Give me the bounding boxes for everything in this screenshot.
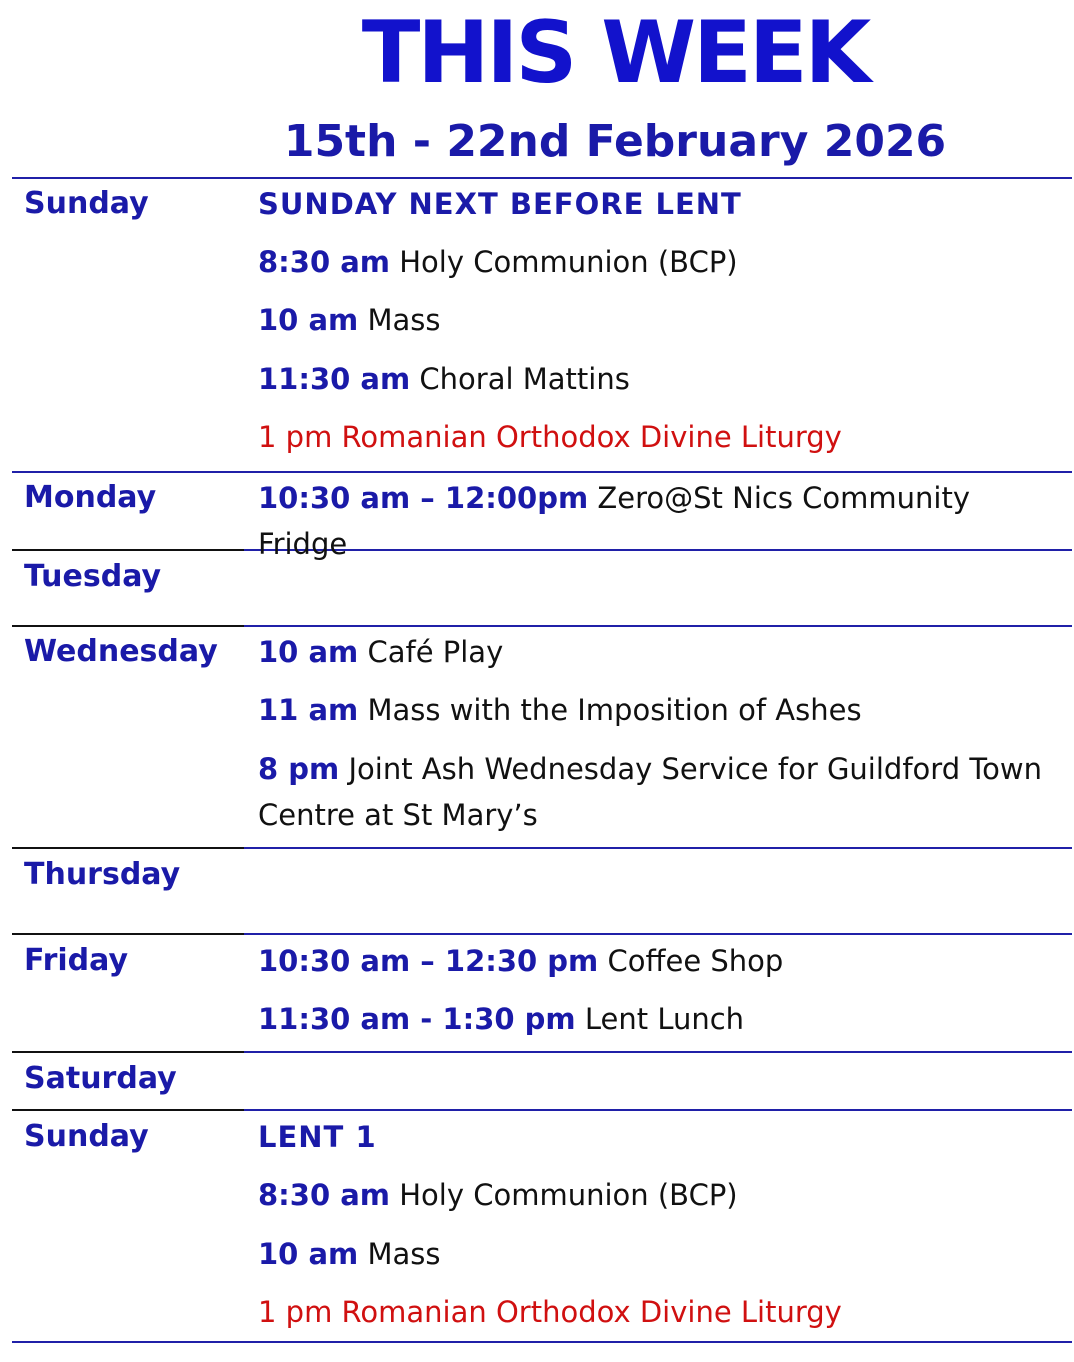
divider — [12, 847, 1072, 849]
day-label-wednesday: Wednesday — [24, 634, 218, 669]
day-label-thursday: Thursday — [24, 857, 181, 892]
page-title: THIS WEEK — [361, 3, 869, 103]
entry-text: Holy Communion (BCP) — [390, 245, 738, 279]
entry-time: 10:30 am – 12:00pm — [258, 481, 589, 515]
entry-text: Choral Mattins — [410, 362, 630, 396]
entry-text: Holy Communion (BCP) — [390, 1178, 738, 1212]
schedule-entry — [258, 239, 1048, 285]
lent-heading: LENT 1 — [258, 1120, 377, 1154]
entry-time: 8 pm — [258, 752, 340, 786]
schedule-entry — [258, 629, 1048, 675]
entry-text: Joint Ash Wednesday Service for Guildford Town Centre at St Mary’s — [258, 752, 1042, 832]
entry-time: 11:30 am — [258, 362, 411, 396]
schedule-entry — [258, 746, 1048, 838]
divider — [12, 1051, 1072, 1053]
date-range: 15th - 22nd February 2026 — [283, 116, 947, 167]
sunday-heading: SUNDAY NEXT BEFORE LENT — [258, 187, 742, 221]
divider — [12, 933, 1072, 935]
entry-text: Lent Lunch — [575, 1002, 745, 1036]
schedule-entry — [258, 687, 1048, 733]
day-label-saturday: Saturday — [24, 1061, 177, 1096]
entry-text: Mass — [358, 1237, 441, 1271]
day-label-sunday-lent: Sunday — [24, 1119, 149, 1154]
entry-time: 11 am — [258, 693, 359, 727]
schedule-entry — [258, 938, 1048, 984]
entry-text: Zero@St Nics Community Fridge — [258, 481, 971, 561]
divider — [12, 625, 1072, 627]
day-label-friday: Friday — [24, 943, 129, 978]
romanian-liturgy-entry: 1 pm Romanian Orthodox Divine Liturgy — [258, 1295, 842, 1329]
entry-text: Mass — [358, 303, 441, 337]
schedule-entry — [258, 475, 1048, 567]
divider — [12, 1109, 1072, 1111]
entry-time: 10 am — [258, 303, 359, 337]
divider — [12, 177, 1072, 179]
entry-text: Mass with the Imposition of Ashes — [358, 693, 862, 727]
entry-text: Coffee Shop — [598, 944, 784, 978]
day-label-monday: Monday — [24, 480, 157, 515]
schedule-entry — [258, 297, 1048, 343]
entry-time: 10:30 am – 12:30 pm — [258, 944, 599, 978]
entry-time: 8:30 am — [258, 1178, 391, 1212]
day-label-sunday: Sunday — [24, 186, 149, 221]
day-label-tuesday: Tuesday — [24, 559, 162, 594]
schedule-entry — [258, 1231, 1048, 1277]
entry-time: 10 am — [258, 1237, 359, 1271]
entry-time: 11:30 am - 1:30 pm — [258, 1002, 576, 1036]
romanian-liturgy-entry: 1 pm Romanian Orthodox Divine Liturgy — [258, 420, 842, 454]
schedule-entry — [258, 1172, 1048, 1218]
divider — [12, 471, 1072, 473]
schedule-entry — [258, 356, 1048, 402]
entry-time: 10 am — [258, 635, 359, 669]
divider — [12, 1341, 1072, 1343]
schedule-entry — [258, 996, 1048, 1042]
entry-time: 8:30 am — [258, 245, 391, 279]
entry-text: Café Play — [358, 635, 504, 669]
